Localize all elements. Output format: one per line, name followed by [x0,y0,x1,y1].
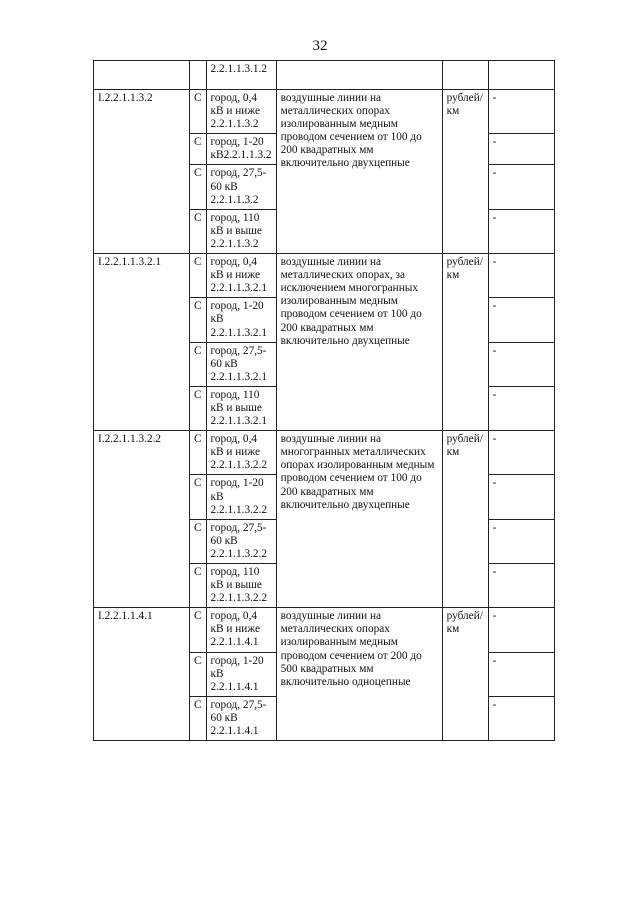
zone-cell: город, 0,4 кВ и ниже 2.2.1.1.4.1 [206,608,276,652]
zone-cell: город, 1-20 кВ2.2.1.1.3.2 [206,134,276,165]
unit-cell: рублей/км [442,608,488,741]
value-cell: - [488,608,554,652]
value-cell: - [488,696,554,740]
value-cell [488,61,554,90]
unit-cell: рублей/км [442,90,488,254]
symbol-cell: С [190,519,207,563]
zone-cell: город, 0,4 кВ и ниже 2.2.1.1.3.2.1 [206,254,276,298]
symbol-cell: С [190,431,207,475]
code-cell: I.2.2.1.1.3.2.2 [94,431,190,608]
code-cell: I.2.2.1.1.3.2.1 [94,254,190,431]
zone-cell: город, 27,5-60 кВ 2.2.1.1.4.1 [206,696,276,740]
code-cell [94,61,190,90]
unit-cell [442,61,488,90]
symbol-cell: С [190,165,207,209]
value-cell: - [488,386,554,430]
symbol-cell: С [190,298,207,342]
symbol-cell: С [190,209,207,253]
symbol-cell: С [190,386,207,430]
table-row [94,90,555,134]
description-cell: воздушные линии на многогранных металлических опорах изолированным медным проводом сечением от 100 до 200 квадратных мм включительно двухцепные [276,431,442,608]
value-cell: - [488,298,554,342]
zone-cell: город, 1-20 кВ 2.2.1.1.3.2.1 [206,298,276,342]
value-cell: - [488,431,554,475]
tariff-table [93,60,555,741]
table-row [94,608,555,652]
value-cell: - [488,342,554,386]
table-row [94,431,555,475]
description-cell [276,61,442,90]
code-cell: I.2.2.1.1.4.1 [94,608,190,741]
zone-cell: город, 27,5-60 кВ 2.2.1.1.3.2.1 [206,342,276,386]
zone-cell: город, 0,4 кВ и ниже 2.2.1.1.3.2 [206,90,276,134]
table-body [94,61,555,741]
value-cell: - [488,564,554,608]
symbol-cell: С [190,608,207,652]
continuation-row [94,61,555,90]
zone-cell: город, 27,5-60 кВ 2.2.1.1.3.2.2 [206,519,276,563]
symbol-cell [190,61,207,90]
symbol-cell: С [190,564,207,608]
description-cell: воздушные линии на металлических опорах, за исключением многогранных изолированным медным проводом сечением от 100 до 200 квадратных мм включительно двухцепные [276,254,442,431]
page-number: 32 [312,38,328,54]
zone-cell: 2.2.1.1.3.1.2 [206,61,276,90]
zone-cell: город, 27,5-60 кВ 2.2.1.1.3.2 [206,165,276,209]
value-cell: - [488,134,554,165]
symbol-cell: С [190,342,207,386]
value-cell: - [488,475,554,519]
value-cell: - [488,90,554,134]
zone-cell: город, 110 кВ и выше 2.2.1.1.3.2 [206,209,276,253]
zone-cell: город, 1-20 кВ 2.2.1.1.4.1 [206,652,276,696]
zone-cell: город, 1-20 кВ 2.2.1.1.3.2.2 [206,475,276,519]
table-row [94,254,555,298]
unit-cell: рублей/км [442,254,488,431]
value-cell: - [488,165,554,209]
value-cell: - [488,519,554,563]
description-cell: воздушные линии на металлических опорах изолированным медным проводом сечением от 200 до 500 квадратных мм включительно одноцепные [276,608,442,741]
value-cell: - [488,652,554,696]
description-cell: воздушные линии на металлических опорах изолированным медным проводом сечением от 100 до 200 квадратных мм включительно двухцепные [276,90,442,254]
symbol-cell: С [190,696,207,740]
zone-cell: город, 110 кВ и выше 2.2.1.1.3.2.2 [206,564,276,608]
symbol-cell: С [190,254,207,298]
value-cell: - [488,209,554,253]
code-cell: I.2.2.1.1.3.2 [94,90,190,254]
symbol-cell: С [190,652,207,696]
zone-cell: город, 110 кВ и выше 2.2.1.1.3.2.1 [206,386,276,430]
symbol-cell: С [190,90,207,134]
symbol-cell: С [190,475,207,519]
symbol-cell: С [190,134,207,165]
value-cell: - [488,254,554,298]
zone-cell: город, 0,4 кВ и ниже 2.2.1.1.3.2.2 [206,431,276,475]
unit-cell: рублей/км [442,431,488,608]
